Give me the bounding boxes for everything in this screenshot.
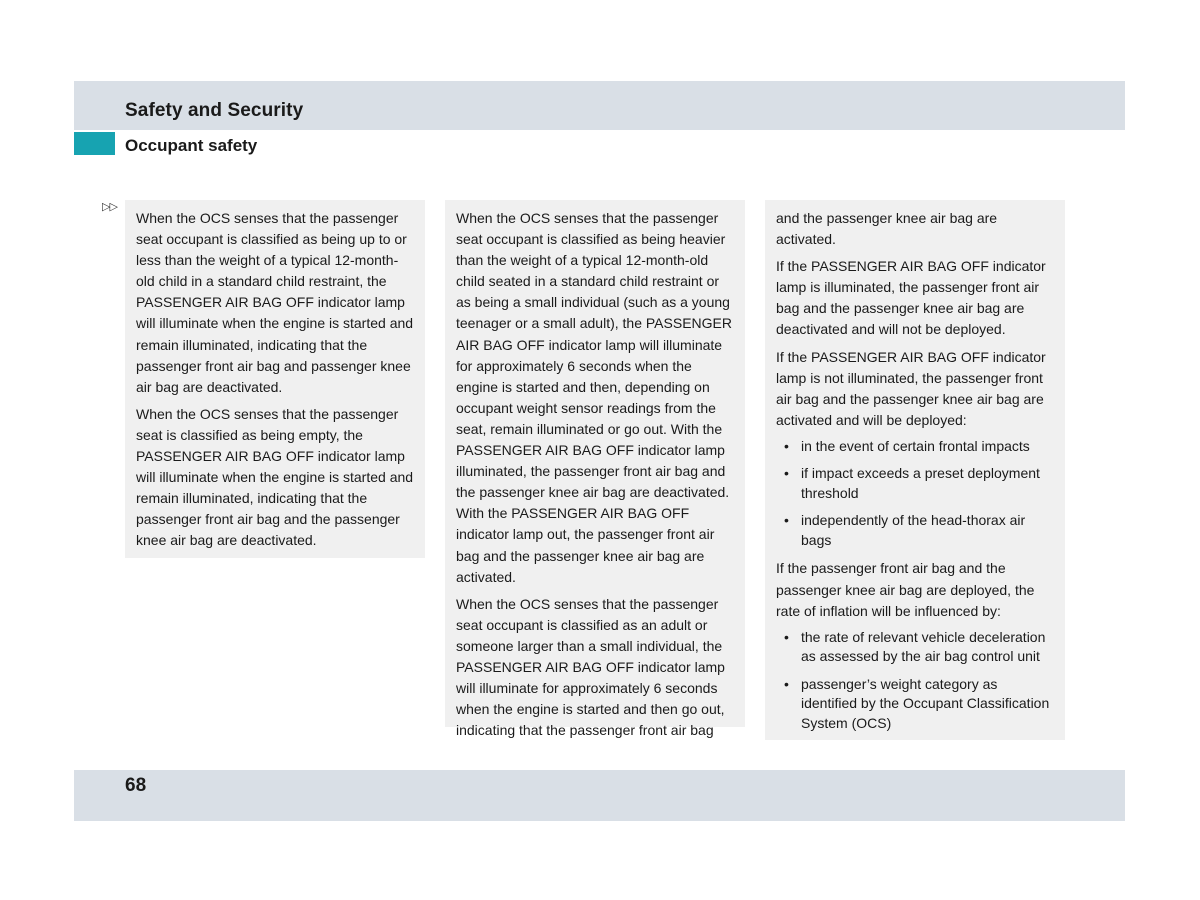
- section-marker: [74, 132, 115, 155]
- text-column-1: [125, 200, 425, 558]
- paragraph: If the PASSENGER AIR BAG OFF indicator lamp is not illuminated, the passenger front air bag and the passenger knee air bag are activated and will be deployed:: [776, 348, 1046, 428]
- text-column-3: [765, 200, 1065, 740]
- paragraph: When the OCS senses that the passenger seat occupant is classified as being heavier than the weight of a typical 12-month-old child seated in a standard child restraint or as being a small individual (such as a young teenager or a small adult), the PASSENGER AIR BAG OFF indicator lamp will illuminate for approximately 6 seconds when the engine is started and then, depending on occupant weight sensor readings from the seat, remain illuminated or go out. With the PASSENGER AIR BAG OFF indicator lamp illuminated, the passenger front air bag and the passenger knee air bag are deactivated. With the PASSENGER AIR BAG OFF indicator lamp out, the passenger front air bag and the passenger knee air bag are activated.: [456, 210, 732, 585]
- bullet-item: • in the event of certain frontal impacts: [776, 437, 1054, 457]
- paragraph: When the OCS senses that the passenger seat occupant is classified as an adult or someone larger than a small individual, the PASSENGER AIR BAG OFF indicator lamp will illuminate for approximately 6 seconds when the engine is started and then go out, indicating that the passenger front air bag: [456, 595, 725, 739]
- paragraph: and the passenger knee air bag are activated.: [776, 210, 998, 248]
- section-title: Safety and Security: [125, 100, 304, 121]
- bullet-item: • passenger’s weight category as identified by the Occupant Classification System (OCS): [776, 675, 1054, 734]
- bullet-item: • if impact exceeds a preset deployment threshold: [776, 464, 1054, 503]
- footer-band: [74, 770, 1125, 821]
- bullet-item: • independently of the head-thorax air bags: [776, 511, 1054, 550]
- text-column-2: [445, 200, 745, 739]
- paragraph: When the OCS senses that the passenger seat is classified as being empty, the PASSENGER AIR BAG OFF indicator lamp will illuminate when the engine is started and remain illuminated, indicating that the passenger front air bag and the passenger knee air bag are deactivated.: [136, 405, 414, 549]
- bullet-item: • the rate of relevant vehicle deceleration as assessed by the air bag control unit: [776, 628, 1054, 667]
- subsection-title: Occupant safety: [125, 136, 258, 155]
- paragraph: If the PASSENGER AIR BAG OFF indicator lamp is illuminated, the passenger front air bag and the passenger knee air bag are deactivated and will not be deployed.: [776, 258, 1046, 338]
- page-number: 68: [125, 775, 147, 796]
- continued-arrows-icon: ▷▷: [102, 201, 117, 213]
- paragraph: When the OCS senses that the passenger seat occupant is classified as being up to or less than the weight of a typical 12-month-old child in a standard child restraint, the PASSENGER AIR BAG OFF indicator lamp will illuminate when the engine is started and remain illuminated, indicating that the passenger front air bag and passenger knee air bag are deactivated.: [136, 210, 414, 395]
- paragraph: If the passenger front air bag and the passenger knee air bag are deployed, the rate of inflation will be influenced by:: [776, 560, 1035, 619]
